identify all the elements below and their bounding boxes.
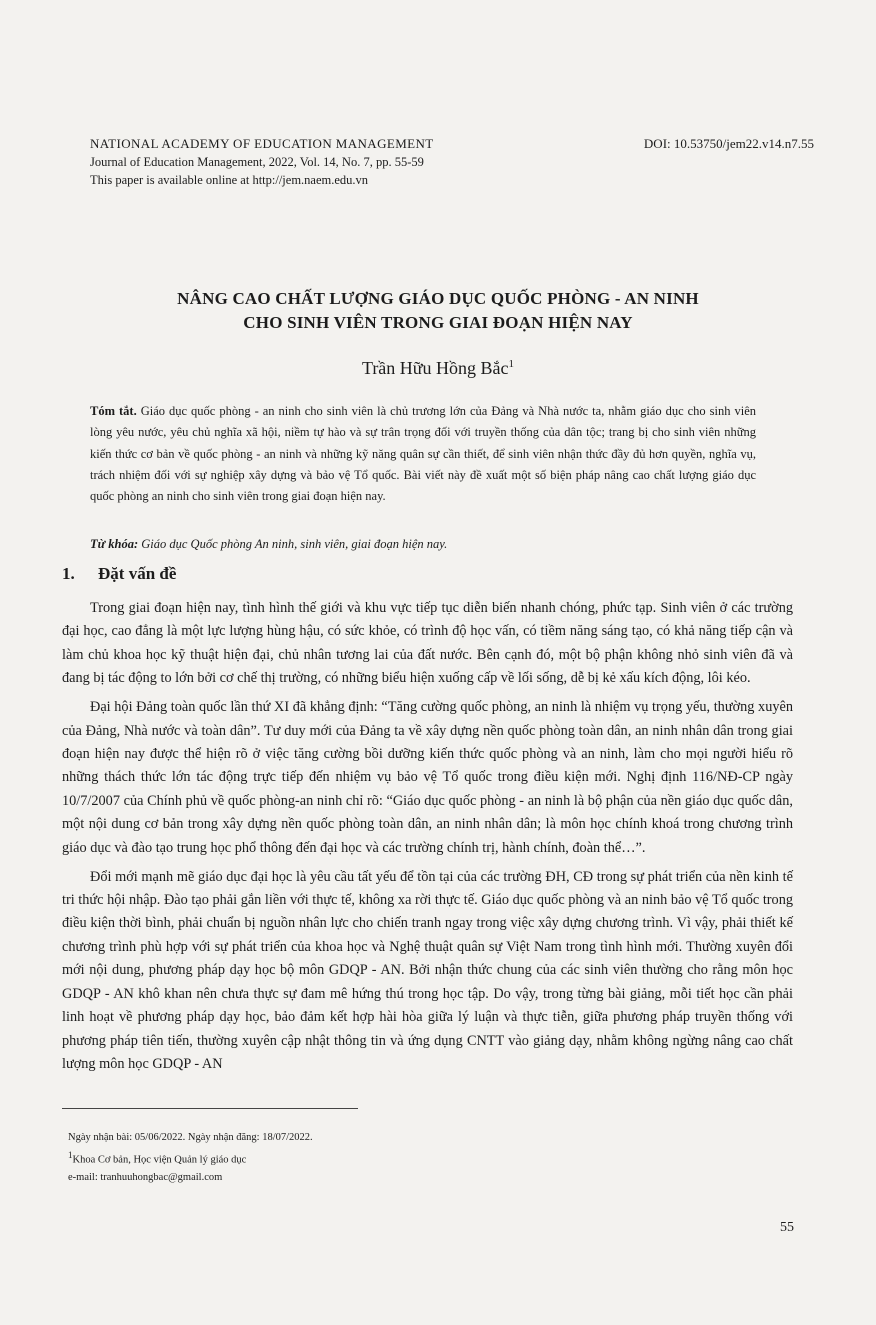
paper-title: [60, 287, 816, 335]
keywords-text: Giáo dục Quốc phòng An ninh, sinh viên, giai đoạn hiện nay.: [141, 537, 448, 551]
availability-note: This paper is available online at http://jem.naem.edu.vn: [90, 173, 369, 187]
journal-citation: Journal of Education Management, 2022, Vol. 14, No. 7, pp. 55-59: [90, 155, 424, 169]
page-number: 55: [780, 1220, 794, 1235]
title-line-2: CHO SINH VIÊN TRONG GIAI ĐOẠN HIỆN NAY: [243, 313, 633, 332]
keywords: [90, 537, 756, 552]
received-dates: Ngày nhận bài: 05/06/2022. Ngày nhận đăng: 18/07/2022.: [68, 1132, 313, 1143]
section-number: 1.: [62, 564, 75, 583]
body-text: [62, 597, 793, 1082]
section-heading: [62, 564, 176, 584]
author: [60, 358, 816, 379]
publisher-name: NATIONAL ACADEMY OF EDUCATION MANAGEMENT: [90, 136, 434, 151]
section-title: Đặt vấn đề: [98, 564, 177, 583]
abstract: [90, 401, 756, 507]
email-note: e-mail: tranhuuhongbac@gmail.com: [68, 1171, 223, 1183]
author-name: Trần Hữu Hồng Bắc: [361, 358, 509, 378]
title-line-1: NÂNG CAO CHẤT LƯỢNG GIÁO DỤC QUỐC PHÒNG - AN NINH: [177, 289, 699, 308]
affiliation-mark: 1: [68, 1149, 73, 1160]
doi: DOI: 10.53750/jem22.v14.n7.55: [643, 136, 814, 151]
paragraph: Đại hội Đảng toàn quốc lần thứ XI đã khẳng định: “Tăng cường quốc phòng, an ninh là nhiệm vụ trọng yếu, thường xuyên của Đảng, Nhà nước và toàn dân”. Tư duy mới của Đảng ta về xây dựng nền quốc phòng toàn dân, an ninh nhân dân trong giai đoạn hiện nay được thể hiện rõ ở việc tăng cường bồi dưỡng kiến thức quốc phòng và an ninh, làm cho mọi người hiểu rõ những thách thức lớn tác động trực tiếp đến nhiệm vụ bảo vệ Tổ quốc trong điều kiện mới. Nghị định 116/NĐ-CP ngày 10/7/2007 của Chính phủ về quốc phòng-an ninh chỉ rõ: “Giáo dục quốc phòng - an ninh là bộ phận của nền giáo dục quốc dân, một nội dung cơ bản trong xây dựng nền quốc phòng toàn dân, an ninh nhân dân; là môn học chính khoá trong chương trình giáo dục và đào tạo trung học phổ thông đến đại học và các trường chính trị, hành chính, đoàn thể…”.: [62, 699, 793, 856]
affiliation-note: [68, 1147, 313, 1169]
paragraph: Đổi mới mạnh mẽ giáo dục đại học là yêu cầu tất yếu để tồn tại của các trường ĐH, CĐ trong sự phát triển của nền kinh tế tri thức hội nhập. Đào tạo phải gắn liền với thực tế, không xa rời thực tế. Giáo dục quốc phòng và an ninh bảo vệ Tổ quốc trong điều kiện thời bình, phải chuẩn bị nguồn nhân lực cho chiến tranh ngay trong việc xây dựng chương trình. Vì vậy, phải thiết kế chương trình phù hợp với sự phát triển của khoa học và Nghệ thuật quân sự Việt Nam trong tình hình mới. Thường xuyên đổi mới nội dung, phương pháp dạy học bộ môn GDQP - AN. Bởi nhận thức chung của các sinh viên thường cho rằng môn học GDQP - AN khô khan nên chưa thực sự đam mê hứng thú trong học tập. Do vậy, trong từng bài giảng, mỗi tiết học cần phải linh hoạt về phương pháp dạy học, bảo đảm kết hợp hài hòa giữa lý luận và thực tiễn, giữa phương pháp truyền thống với phương pháp tiên tiến, thường xuyên cập nhật thông tin và ứng dụng CNTT vào giảng dạy, nhằm không ngừng nâng cao chất lượng môn học GDQP - AN: [62, 868, 793, 1072]
journal-header: [90, 135, 434, 189]
affiliation-text: Khoa Cơ bản, Học viện Quản lý giáo dục: [72, 1154, 247, 1165]
keywords-label: Từ khóa:: [90, 537, 139, 551]
paragraph: Trong giai đoạn hiện nay, tình hình thế giới và khu vực tiếp tục diễn biến nhanh chóng, phức tạp. Sinh viên ở các trường đại học, cao đẳng là một lực lượng hùng hậu, có sức khỏe, có trình độ học vấn, có tiềm năng sáng tạo, có khả năng tiếp cận và làm chủ khoa học kỹ thuật hiện đại, chủ nhân tương lai của đất nước. Bên cạnh đó, một bộ phận không nhỏ sinh viên đã và đang bị tác động to lớn bởi cơ chế thị trường, có những biểu hiện xuống cấp về lối sống, dễ bị kẻ xấu kích động, lôi kéo.: [62, 600, 793, 687]
abstract-text: Giáo dục quốc phòng - an ninh cho sinh viên là chủ trương lớn của Đảng và Nhà nước ta, nhằm giáo dục cho sinh viên lòng yêu nước, yêu chủ nghĩa xã hội, niềm tự hào và sự trân trọng đối với truyền thống của dân tộc; trang bị cho sinh viên những kiến thức cơ bản về quốc phòng - an ninh và những kỹ năng quân sự cần thiết, để sinh viên nhận thức đầy đủ hơn quyền, nghĩa vụ, trách nhiệm đối với sự nghiệp xây dựng và bảo vệ Tổ quốc. Bài viết này đề xuất một số biện pháp nâng cao chất lượng giáo dục quốc phòng an ninh cho sinh viên trong giai đoạn hiện nay.: [90, 404, 757, 504]
footnotes: [68, 1129, 313, 1186]
author-affiliation-mark: 1: [508, 358, 515, 370]
abstract-label: Tóm tắt.: [90, 404, 137, 418]
footnote-divider: [62, 1108, 358, 1109]
